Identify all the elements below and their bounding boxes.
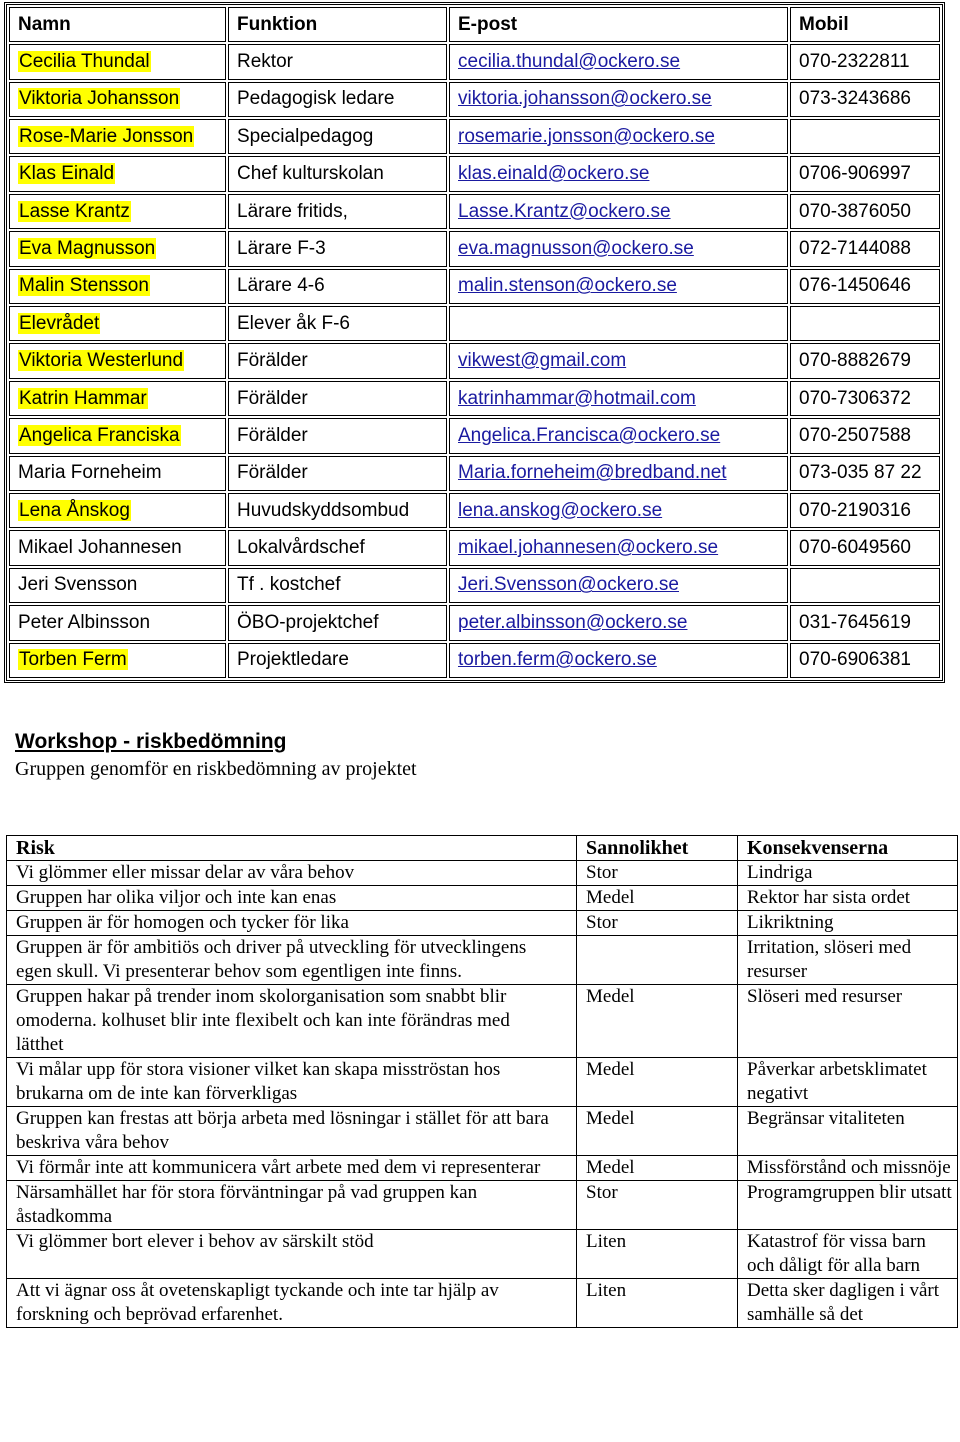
contact-email-link[interactable]: viktoria.johansson@ockero.se — [458, 88, 712, 110]
contact-email-cell — [449, 82, 788, 117]
header-risk: Risk — [7, 836, 577, 861]
contact-name-cell — [9, 306, 226, 341]
contact-mobile: 070-7306372 — [790, 381, 940, 416]
contact-email-link[interactable]: cecilia.thundal@ockero.se — [458, 50, 681, 72]
contact-row — [9, 530, 940, 565]
contact-row — [9, 568, 940, 603]
risk-consequence: Slöseri med resurser — [738, 985, 958, 1058]
contacts-table — [4, 2, 945, 683]
risk-consequence: Likriktning — [738, 911, 958, 936]
risk-probability: Medel — [577, 1107, 738, 1156]
contact-email-cell — [449, 156, 788, 191]
contact-name-cell — [9, 418, 226, 453]
contact-email-link[interactable]: vikwest@gmail.com — [458, 350, 627, 372]
contact-row — [9, 418, 940, 453]
contact-function: Förälder — [228, 343, 447, 378]
contact-email-cell — [449, 568, 788, 603]
contact-email-link[interactable]: Maria.forneheim@bredband.net — [458, 462, 727, 484]
contact-name: Lena Ånskog — [19, 499, 130, 521]
contact-name: Malin Stensson — [19, 275, 149, 297]
risk-description: Vi målar upp för stora visioner vilket kan skapa misströstan hos brukarna om de inte kan förverkligas — [7, 1058, 577, 1107]
contact-email-cell — [449, 119, 788, 154]
contact-row — [9, 306, 940, 341]
risk-probability: Medel — [577, 886, 738, 911]
risk-probability: Medel — [577, 985, 738, 1058]
header-function: Funktion — [228, 7, 447, 42]
contact-row — [9, 643, 940, 678]
contact-name-cell — [9, 381, 226, 416]
contact-mobile: 073-3243686 — [790, 82, 940, 117]
contact-name-cell — [9, 568, 226, 603]
contact-function: Lärare 4-6 — [228, 269, 447, 304]
contact-row — [9, 231, 940, 266]
contact-function: Tf . kostchef — [228, 568, 447, 603]
contact-email-link[interactable]: mikael.johannesen@ockero.se — [458, 537, 719, 559]
risk-row — [7, 936, 958, 985]
contact-email-link[interactable]: katrinhammar@hotmail.com — [458, 387, 696, 409]
contact-email-cell — [449, 605, 788, 640]
contact-mobile: 070-2190316 — [790, 493, 940, 528]
contact-mobile: 070-3876050 — [790, 194, 940, 229]
risk-consequence: Detta sker dagligen i vårt samhälle så det — [738, 1279, 958, 1328]
risk-row — [7, 1230, 958, 1279]
risk-consequence: Missförstånd och missnöje — [738, 1156, 958, 1181]
contact-name: Mikael Johannesen — [18, 537, 182, 559]
risk-table — [6, 835, 958, 1328]
risk-description: Gruppen kan frestas att börja arbeta med lösningar i stället för att bara beskriva våra behov — [7, 1107, 577, 1156]
contact-mobile: 070-6906381 — [790, 643, 940, 678]
contact-name-cell — [9, 156, 226, 191]
contact-name: Peter Albinsson — [18, 611, 151, 633]
risk-probability: Liten — [577, 1230, 738, 1279]
contact-email-link[interactable]: rosemarie.jonsson@ockero.se — [458, 125, 715, 147]
contact-row — [9, 156, 940, 191]
risk-consequence: Katastrof för vissa barn och dåligt för alla barn — [738, 1230, 958, 1279]
contact-function: Lärare fritids, — [228, 194, 447, 229]
contact-email-link[interactable]: lena.anskog@ockero.se — [458, 499, 663, 521]
risk-header-row — [7, 836, 958, 861]
contact-row — [9, 456, 940, 491]
contact-name-cell — [9, 643, 226, 678]
risk-row — [7, 1181, 958, 1230]
contact-name-cell — [9, 82, 226, 117]
contact-row — [9, 493, 940, 528]
contact-email-cell — [449, 643, 788, 678]
contact-mobile: 031-7645619 — [790, 605, 940, 640]
contact-mobile: 070-6049560 — [790, 530, 940, 565]
risk-consequence: Irritation, slöseri med resurser — [738, 936, 958, 985]
contact-function: Lärare F-3 — [228, 231, 447, 266]
contact-email-link[interactable]: klas.einald@ockero.se — [458, 163, 650, 185]
contact-email-link[interactable]: malin.stenson@ockero.se — [458, 275, 677, 297]
contact-email-cell — [449, 343, 788, 378]
risk-consequence: Rektor har sista ordet — [738, 886, 958, 911]
contact-function: Rektor — [228, 44, 447, 79]
contact-email-cell — [449, 231, 788, 266]
risk-description: Gruppen har olika viljor och inte kan enas — [7, 886, 577, 911]
contact-mobile — [790, 568, 940, 603]
contact-row — [9, 605, 940, 640]
contact-function: Projektledare — [228, 643, 447, 678]
contact-row — [9, 119, 940, 154]
risk-row — [7, 911, 958, 936]
contact-row — [9, 82, 940, 117]
contact-row — [9, 381, 940, 416]
contact-name-cell — [9, 605, 226, 640]
contacts-header-row — [9, 7, 940, 42]
contact-name: Viktoria Westerlund — [19, 350, 184, 372]
risk-description: Vi glömmer bort elever i behov av särskilt stöd — [7, 1230, 577, 1279]
contact-email-cell — [449, 493, 788, 528]
contact-name-cell — [9, 493, 226, 528]
risk-description: Gruppen är för ambitiös och driver på utveckling för utvecklingens egen skull. Vi presenterar behov som egentligen inte finns. — [7, 936, 577, 985]
contact-name-cell — [9, 194, 226, 229]
contact-email-cell — [449, 269, 788, 304]
risk-description: Vi glömmer eller missar delar av våra behov — [7, 861, 577, 886]
risk-row — [7, 1279, 958, 1328]
contact-email-link[interactable]: torben.ferm@ockero.se — [458, 649, 657, 671]
contact-function: Förälder — [228, 456, 447, 491]
risk-description: Att vi ägnar oss åt ovetenskapligt tyckande och inte tar hjälp av forskning och beprövad erfarenhet. — [7, 1279, 577, 1328]
risk-row — [7, 886, 958, 911]
contact-mobile — [790, 306, 940, 341]
risk-row — [7, 1156, 958, 1181]
contact-email-link[interactable]: Angelica.Francisca@ockero.se — [458, 424, 721, 446]
contact-mobile: 072-7144088 — [790, 231, 940, 266]
header-email: E-post — [449, 7, 788, 42]
risk-description: Gruppen är för homogen och tycker för lika — [7, 911, 577, 936]
contact-row — [9, 269, 940, 304]
workshop-title: Workshop - riskbedömning — [15, 730, 287, 753]
risk-row — [7, 1107, 958, 1156]
contact-email-cell — [449, 306, 788, 341]
contact-row — [9, 44, 940, 79]
contact-name-cell — [9, 343, 226, 378]
risk-probability: Medel — [577, 1058, 738, 1107]
risk-row — [7, 1058, 958, 1107]
contact-mobile: 076-1450646 — [790, 269, 940, 304]
contact-email-cell — [449, 194, 788, 229]
risk-consequence: Programgruppen blir utsatt — [738, 1181, 958, 1230]
contact-function: Pedagogisk ledare — [228, 82, 447, 117]
risk-consequence: Begränsar vitaliteten — [738, 1107, 958, 1156]
contact-name: Maria Forneheim — [18, 462, 162, 484]
header-name: Namn — [9, 7, 226, 42]
contact-mobile: 070-2322811 — [790, 44, 940, 79]
risk-probability — [577, 936, 738, 985]
contact-mobile — [790, 119, 940, 154]
contact-function: ÖBO-projektchef — [228, 605, 447, 640]
contact-function: Huvudskyddsombud — [228, 493, 447, 528]
contact-name: Jeri Svensson — [18, 574, 138, 596]
contact-name: Torben Ferm — [19, 649, 127, 671]
risk-description: Vi förmår inte att kommunicera vårt arbete med dem vi representerar — [7, 1156, 577, 1181]
contact-name-cell — [9, 269, 226, 304]
contact-function: Elever åk F-6 — [228, 306, 447, 341]
contact-mobile: 070-2507588 — [790, 418, 940, 453]
risk-row — [7, 985, 958, 1058]
contact-mobile: 0706-906997 — [790, 156, 940, 191]
contact-email-link[interactable]: Lasse.Krantz@ockero.se — [458, 200, 671, 222]
risk-description: Gruppen hakar på trender inom skolorganisation som snabbt blir omoderna. kolhuset blir inte flexibelt och kan inte förändras med lätthet — [7, 985, 577, 1058]
risk-probability: Medel — [577, 1156, 738, 1181]
header-consequence: Konsekvenserna — [738, 836, 958, 861]
risk-probability: Liten — [577, 1279, 738, 1328]
contact-name-cell — [9, 456, 226, 491]
contact-mobile: 070-8882679 — [790, 343, 940, 378]
contact-email-cell — [449, 418, 788, 453]
risk-probability: Stor — [577, 911, 738, 936]
contact-name: Rose-Marie Jonsson — [19, 125, 194, 147]
risk-consequence: Lindriga — [738, 861, 958, 886]
contact-email-cell — [449, 381, 788, 416]
contact-mobile: 073-035 87 22 — [790, 456, 940, 491]
contact-row — [9, 194, 940, 229]
contact-name: Viktoria Johansson — [19, 88, 180, 110]
contact-name-cell — [9, 231, 226, 266]
contact-name: Lasse Krantz — [19, 200, 130, 222]
contact-name: Cecilia Thundal — [19, 50, 150, 72]
contact-email-cell — [449, 44, 788, 79]
contact-email-link[interactable]: eva.magnusson@ockero.se — [458, 237, 694, 259]
contact-name: Katrin Hammar — [19, 387, 147, 409]
contact-name: Eva Magnusson — [19, 237, 156, 259]
contact-row — [9, 343, 940, 378]
workshop-subtitle: Gruppen genomför en riskbedömning av projektet — [15, 758, 417, 780]
header-probability: Sannolikhet — [577, 836, 738, 861]
contact-function: Förälder — [228, 381, 447, 416]
contact-email-cell — [449, 530, 788, 565]
contact-function: Lokalvårdschef — [228, 530, 447, 565]
risk-row — [7, 861, 958, 886]
contact-name: Elevrådet — [19, 312, 100, 334]
contact-function: Förälder — [228, 418, 447, 453]
contact-name: Klas Einald — [19, 163, 115, 185]
contact-email-link[interactable]: peter.albinsson@ockero.se — [458, 611, 688, 633]
risk-description: Närsamhället har för stora förväntningar på vad gruppen kan åstadkomma — [7, 1181, 577, 1230]
contact-name-cell — [9, 119, 226, 154]
risk-consequence: Påverkar arbetsklimatet negativt — [738, 1058, 958, 1107]
risk-probability: Stor — [577, 1181, 738, 1230]
contact-function: Chef kulturskolan — [228, 156, 447, 191]
contact-name-cell — [9, 530, 226, 565]
contact-name-cell — [9, 44, 226, 79]
contact-function: Specialpedagog — [228, 119, 447, 154]
header-mobile: Mobil — [790, 7, 940, 42]
risk-probability: Stor — [577, 861, 738, 886]
contact-email-link[interactable]: Jeri.Svensson@ockero.se — [458, 574, 679, 596]
contact-email-cell — [449, 456, 788, 491]
contact-name: Angelica Franciska — [19, 424, 180, 446]
